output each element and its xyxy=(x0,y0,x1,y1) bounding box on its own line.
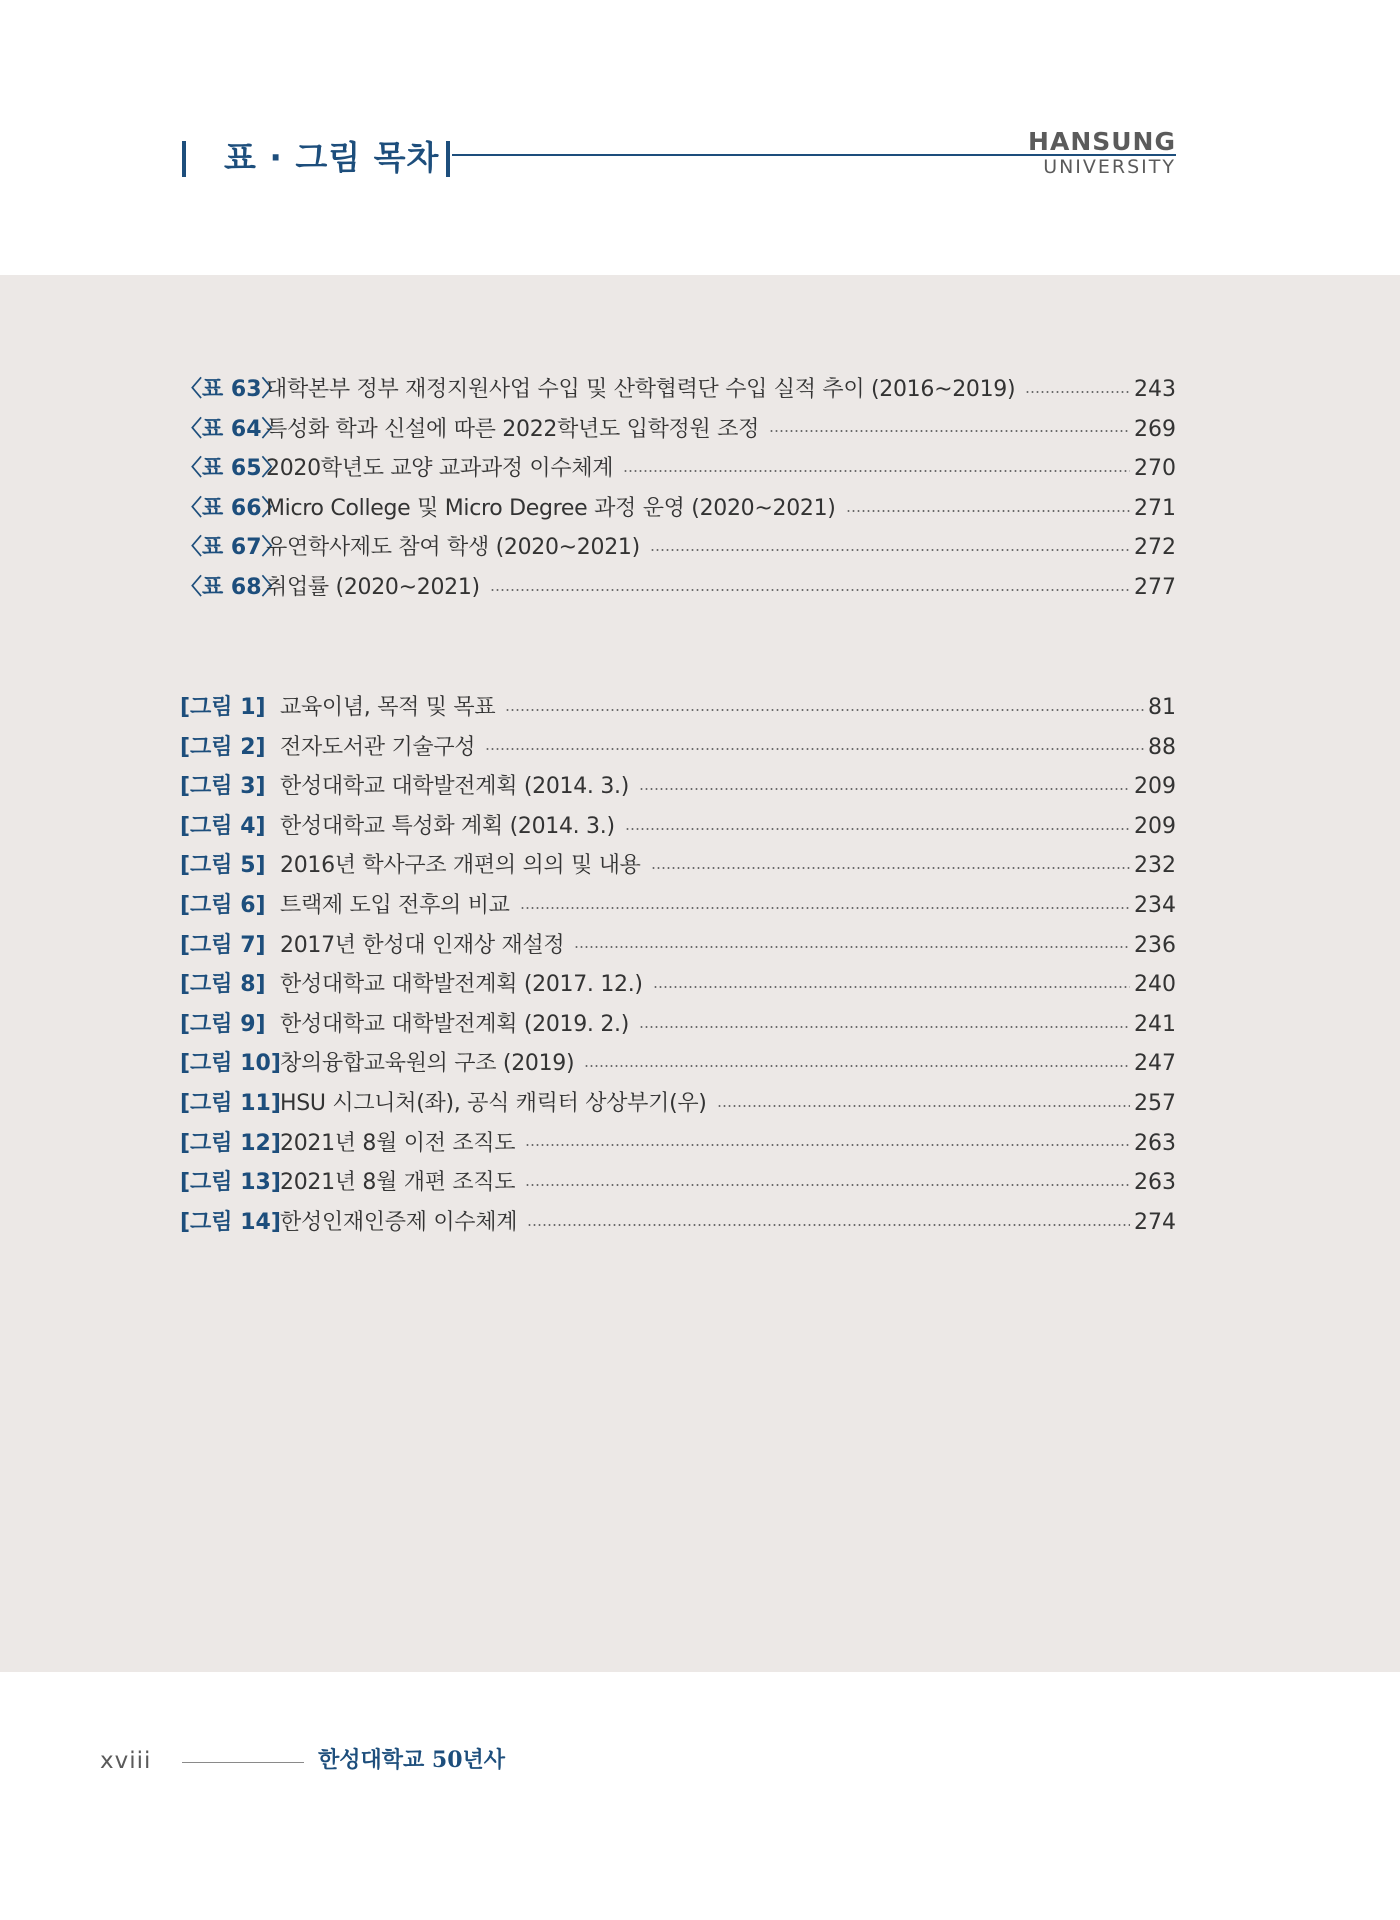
table-list xyxy=(180,370,1176,608)
entry-label: 〈표 66〉 xyxy=(180,495,284,521)
entry-label: [그림 7] xyxy=(180,932,266,958)
entry-page: 270 xyxy=(1134,456,1176,482)
entry-label: [그림 11] xyxy=(180,1090,281,1116)
entry-page: 243 xyxy=(1134,377,1176,402)
entry-label: [그림 1] xyxy=(180,695,266,720)
entry-page: 277 xyxy=(1134,574,1176,600)
leader-dots xyxy=(584,1065,1130,1067)
entry-label: [그림 3] xyxy=(180,774,266,800)
entry-title: HSU 시그니처(좌), 공식 캐릭터 상상부기(우) xyxy=(280,1090,707,1116)
entry-title: 트랙제 도입 전후의 비교 xyxy=(280,892,510,918)
figure-entry[interactable] xyxy=(180,807,1176,847)
entry-label: 〈표 65〉 xyxy=(180,456,284,482)
figure-entry[interactable] xyxy=(180,886,1176,926)
entry-label: [그림 9] xyxy=(180,1011,266,1037)
figure-entry[interactable] xyxy=(180,1084,1176,1124)
table-entry[interactable] xyxy=(180,528,1176,568)
figure-entry[interactable] xyxy=(180,688,1176,728)
leader-dots xyxy=(846,510,1130,512)
entry-label: [그림 14] xyxy=(180,1209,281,1235)
entry-title: 특성화 학과 신설에 따른 2022학년도 입학정원 조정 xyxy=(266,416,760,442)
entry-label: [그림 4] xyxy=(180,813,266,839)
entry-title: 2016년 학사구조 개편의 의의 및 내용 xyxy=(280,853,641,879)
entry-page: 88 xyxy=(1148,734,1176,760)
table-entry[interactable] xyxy=(180,449,1176,489)
entry-label: 〈표 67〉 xyxy=(180,535,284,561)
footer-page-number: xviii xyxy=(100,1748,152,1774)
entry-page: 247 xyxy=(1134,1051,1176,1077)
entry-title: Micro College 및 Micro Degree 과정 운영 (2020~2021) xyxy=(266,495,836,521)
header-bar-left xyxy=(182,141,186,177)
footer-rule xyxy=(182,1762,304,1763)
figure-entry[interactable] xyxy=(180,965,1176,1005)
leader-dots xyxy=(1025,391,1130,393)
entry-page: 236 xyxy=(1134,932,1176,958)
entry-title: 2017년 한성대 인재상 재설정 xyxy=(280,932,565,958)
entry-page: 269 xyxy=(1134,416,1176,442)
entry-page: 232 xyxy=(1134,853,1176,879)
leader-dots xyxy=(505,709,1144,711)
leader-dots xyxy=(623,470,1130,472)
entry-page: 241 xyxy=(1134,1011,1176,1037)
entry-label: 〈표 68〉 xyxy=(180,574,284,600)
entry-title: 교육이념, 목적 및 목표 xyxy=(280,695,496,720)
entry-page: 209 xyxy=(1134,774,1176,800)
entry-label: [그림 2] xyxy=(180,734,266,760)
entry-title: 2021년 8월 개편 조직도 xyxy=(280,1170,516,1196)
entry-title: 창의융합교육원의 구조 (2019) xyxy=(280,1051,575,1077)
footer-book-title: 한성대학교 50년사 xyxy=(318,1747,506,1773)
figure-entry[interactable] xyxy=(180,1203,1176,1243)
entry-title: 2020학년도 교양 교과과정 이수체계 xyxy=(266,456,614,482)
entry-title: 한성대학교 특성화 계획 (2014. 3.) xyxy=(280,813,615,839)
entry-page: 263 xyxy=(1134,1170,1176,1196)
leader-dots xyxy=(650,549,1130,551)
figure-entry[interactable] xyxy=(180,728,1176,768)
figure-entry[interactable] xyxy=(180,767,1176,807)
entry-page: 274 xyxy=(1134,1209,1176,1235)
entry-label: [그림 8] xyxy=(180,972,266,998)
entry-page: 240 xyxy=(1134,972,1176,998)
entry-page: 263 xyxy=(1134,1130,1176,1156)
entry-title: 한성대학교 대학발전계획 (2014. 3.) xyxy=(280,774,629,800)
entry-label: [그림 5] xyxy=(180,853,266,879)
entry-title: 한성인재인증제 이수체계 xyxy=(280,1209,518,1235)
leader-dots xyxy=(574,946,1130,948)
leader-dots xyxy=(525,1184,1130,1186)
entry-label: [그림 10] xyxy=(180,1051,281,1077)
leader-dots xyxy=(769,430,1130,432)
table-entry[interactable] xyxy=(180,370,1176,410)
leader-dots xyxy=(653,986,1130,988)
entry-page: 209 xyxy=(1134,813,1176,839)
leader-dots xyxy=(527,1224,1130,1226)
entry-page: 257 xyxy=(1134,1090,1176,1116)
leader-dots xyxy=(490,589,1130,591)
page-header xyxy=(0,0,1400,275)
leader-dots xyxy=(520,907,1130,909)
entry-page: 272 xyxy=(1134,535,1176,561)
logo-line-university: UNIVERSITY xyxy=(1043,156,1176,178)
entry-title: 대학본부 정부 재정지원사업 수입 및 산학협력단 수입 실적 추이 (2016~2019) xyxy=(266,377,1016,402)
table-entry[interactable] xyxy=(180,568,1176,608)
entry-title: 전자도서관 기술구성 xyxy=(280,734,476,760)
entry-label: 〈표 64〉 xyxy=(180,416,284,442)
logo-line-hansung: HANSUNG xyxy=(1028,127,1176,156)
entry-label: [그림 6] xyxy=(180,892,266,918)
figure-entry[interactable] xyxy=(180,926,1176,966)
leader-dots xyxy=(717,1105,1130,1107)
entry-label: 〈표 63〉 xyxy=(180,377,284,402)
leader-dots xyxy=(525,1144,1130,1146)
entry-label: [그림 13] xyxy=(180,1170,281,1196)
entry-title: 2021년 8월 이전 조직도 xyxy=(280,1130,516,1156)
entry-title: 유연학사제도 참여 학생 (2020~2021) xyxy=(266,535,640,561)
figure-entry[interactable] xyxy=(180,846,1176,886)
page-title: 표 · 그림 목차 xyxy=(224,138,440,177)
entry-title: 한성대학교 대학발전계획 (2019. 2.) xyxy=(280,1011,629,1037)
table-entry[interactable] xyxy=(180,489,1176,529)
leader-dots xyxy=(625,828,1130,830)
university-logo xyxy=(1000,128,1176,178)
figure-entry[interactable] xyxy=(180,1005,1176,1045)
header-bar-right xyxy=(446,141,450,177)
leader-dots xyxy=(639,1026,1130,1028)
leader-dots xyxy=(485,748,1144,750)
table-entry[interactable] xyxy=(180,410,1176,450)
entry-label: [그림 12] xyxy=(180,1130,281,1156)
figure-list xyxy=(180,688,1176,1242)
entry-page: 234 xyxy=(1134,892,1176,918)
figure-entry[interactable] xyxy=(180,1124,1176,1164)
leader-dots xyxy=(651,867,1130,869)
leader-dots xyxy=(639,788,1130,790)
entry-title: 취업률 (2020~2021) xyxy=(266,574,480,600)
figure-entry[interactable] xyxy=(180,1044,1176,1084)
entry-page: 81 xyxy=(1148,695,1176,720)
figure-entry[interactable] xyxy=(180,1163,1176,1203)
entry-page: 271 xyxy=(1134,495,1176,521)
entry-title: 한성대학교 대학발전계획 (2017. 12.) xyxy=(280,972,643,998)
